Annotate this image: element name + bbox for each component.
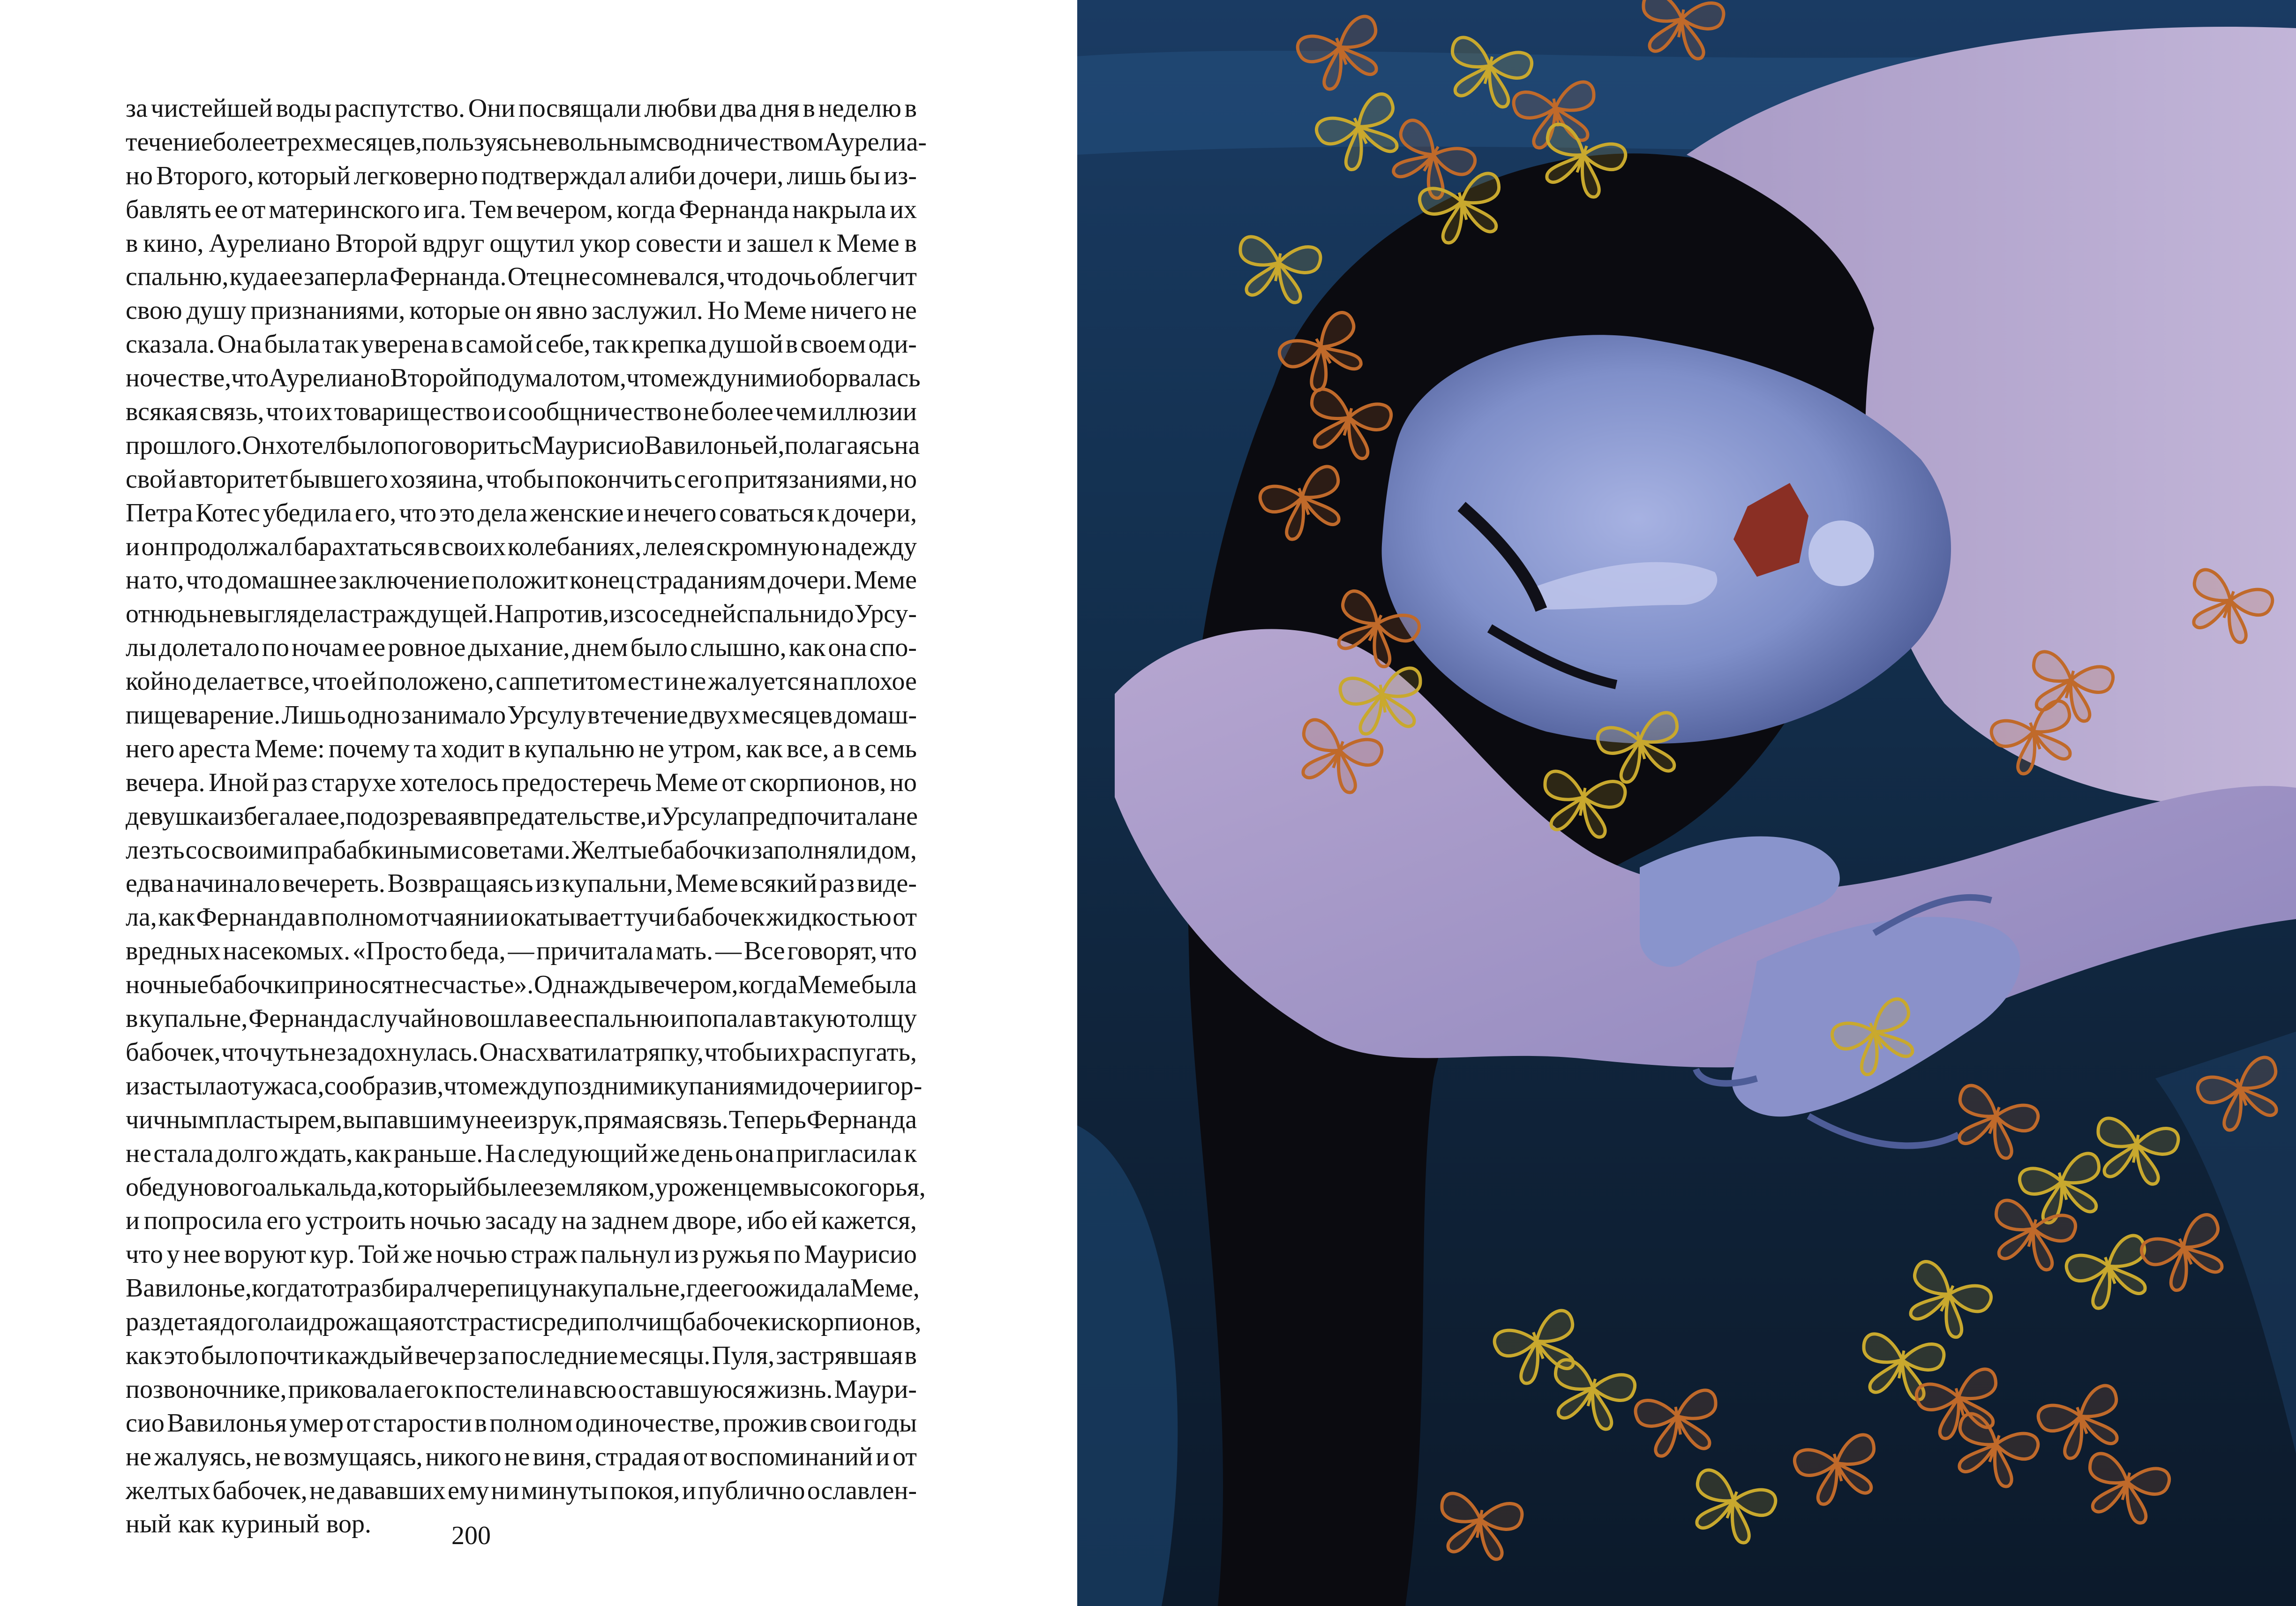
text-line: течение более трех месяцев, пользуясь невольным сводничеством Аурелиа- (126, 127, 927, 157)
painting (1077, 0, 2296, 1606)
text-line: свою душу признаниями, которые он явно заслужил. Но Меме ничего не (126, 296, 917, 325)
text-line: и попросила его устроить ночью засаду на заднем дворе, ибо ей кажется, (126, 1206, 917, 1236)
text-line: не жалуясь, не возмущаясь, никого не виня, страдая от воспоминаний и от (126, 1442, 917, 1471)
text-line: ла, как Фернанда в полном отчаянии окатывает тучи бабочек жидкостью от (126, 903, 917, 932)
text-line: на то, что домашнее заключение положит конец страданиям дочери. Меме (126, 565, 917, 595)
illustration-sleeping-woman-with-butterflies (1077, 0, 2296, 1606)
text-line: и он продолжал барахтаться в своих колебаниях, лелея скромную надежду (126, 532, 917, 561)
text-line: но Второго, который легковерно подтверждал алиби дочери, лишь бы из- (126, 161, 917, 190)
text-line: сказала. Она была так уверена в самой себе, так крепка душой в своем оди- (126, 330, 917, 359)
text-line: ночные бабочки приносят несчастье». Однажды вечером, когда Меме была (126, 970, 917, 1000)
text-line: желтых бабочек, не дававших ему ни минуты покоя, и публично ославлен- (126, 1476, 917, 1505)
text-line: вечера. Иной раз старухе хотелось предостеречь Меме от скорпионов, но (126, 768, 917, 797)
chin (1808, 520, 1874, 586)
body-text (126, 92, 927, 1541)
text-line: лы долетало по ночам ее ровное дыхание, днем было слышно, как она спо- (126, 633, 917, 663)
text-line: позвоночнике, приковала его к постели на всю оставшуюся жизнь. Маури- (126, 1374, 917, 1404)
text-line: Петра Котес убедила его, что это дела женские и нечего соваться к дочери, (126, 498, 917, 528)
text-line: ночестве, что Аурелиано Второй подумал о том, что между ними оборвалась (126, 363, 921, 393)
text-line: ный как куриный вор. (126, 1509, 371, 1539)
text-line: что у нее воруют кур. Той же ночью страж пальнул из ружья по Маурисио (126, 1240, 917, 1269)
text-line: и застыла от ужаса, сообразив, что между поздними купаниями дочери и гор- (126, 1071, 923, 1101)
text-line: за чистейшей воды распутство. Они посвящали любви два дня в неделю в (126, 94, 917, 123)
text-line: обеду нового алькальда, который был ее земляком, уроженцем высокогорья, (126, 1172, 926, 1202)
text-page (0, 0, 1077, 1606)
text-line: свой авторитет бывшего хозяина, чтобы покончить с его притязаниями, но (126, 464, 917, 494)
text-line: сио Вавилонья умер от старости в полном одиночестве, прожив свои годы (126, 1408, 917, 1438)
text-line: него ареста Меме: почему та ходит в купальню не утром, как все, а в семь (126, 734, 917, 763)
text-line: бавлять ее от материнского ига. Тем вечером, когда Фернанда накрыла их (126, 195, 917, 224)
text-line: как это было почти каждый вечер за последние месяцы. Пуля, застрявшая в (126, 1341, 917, 1370)
text-line: пищеварение. Лишь одно занимало Урсулу в течение двух месяцев домаш- (126, 701, 917, 730)
text-line: не стала долго ждать, как раньше. На следующий же день она пригласила к (126, 1139, 917, 1168)
text-line: отнюдь не выглядела страждущей. Напротив, из соседней спальни до Урсу- (126, 599, 917, 629)
text-line: койно делает все, что ей положено, с аппетитом ест и не жалуется на плохое (126, 667, 917, 696)
text-line: чичным пластырем, выпавшим у нее из рук, прямая связь. Теперь Фернанда (126, 1105, 917, 1134)
text-line: в кино, Аурелиано Второй вдруг ощутил укор совести и зашел к Меме в (126, 228, 917, 258)
text-line: Вавилонье, когда тот разбирал черепицу на купальне, где его ожидала Меме, (126, 1274, 920, 1303)
page-number: 200 (451, 1521, 491, 1550)
text-line: прошлого. Он хотел было поговорить с Маурисио Вавилоньей, полагаясь на (126, 430, 920, 460)
text-line: в купальне, Фернанда случайно вошла в ее спальню и попала в такую толщу (126, 1004, 917, 1033)
text-line: всякая связь, что их товарищество и сообщничество не более чем иллюзии (126, 397, 917, 427)
text-line: вредных насекомых. «Просто беда, — причитала мать. — Все говорят, что (126, 936, 917, 966)
text-line: девушка избегала ее, подозревая в предательстве, и Урсула предпочитала не (126, 801, 918, 831)
text-line: раздетая догола и дрожащая от страсти среди полчищ бабочек и скорпионов, (126, 1307, 922, 1337)
text-line: спальню, куда ее заперла Фернанда. Отец не сомневался, что дочь облегчит (126, 262, 917, 292)
text-line: лезть со своими прабабкиными советами. Желтые бабочки заполняли дом, (126, 835, 917, 865)
text-line: едва начинало вечереть. Возвращаясь из купальни, Меме всякий раз виде- (126, 869, 917, 898)
text-line: бабочек, что чуть не задохнулась. Она схватила тряпку, чтобы их распугать, (126, 1037, 917, 1067)
